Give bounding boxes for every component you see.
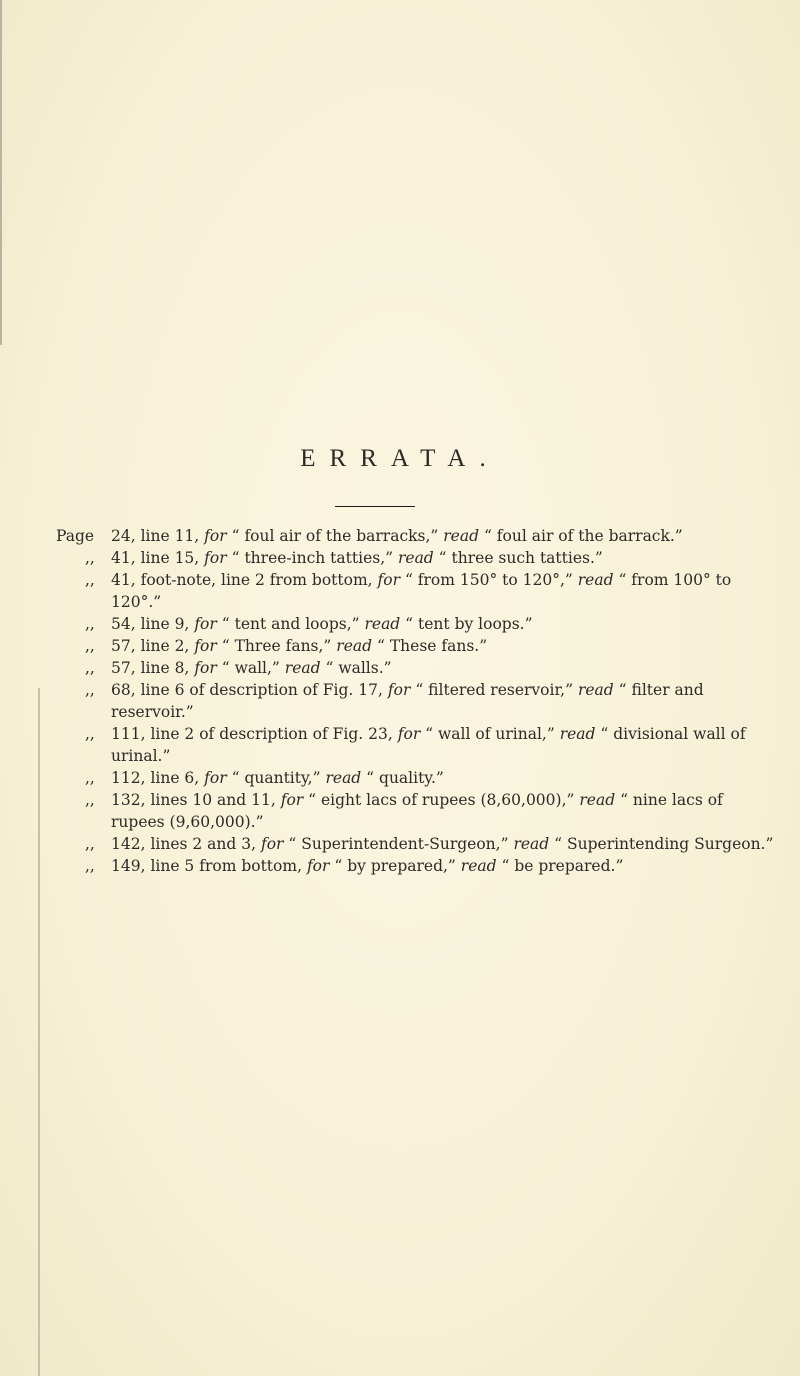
entry-for: for <box>204 549 227 567</box>
entry-body <box>111 679 780 723</box>
entry-right: “ tent by loops.” <box>405 615 533 633</box>
errata-entry <box>56 613 780 635</box>
entry-body <box>111 723 780 767</box>
entry-body <box>111 569 780 613</box>
entry-right: “ foul air of the barrack.” <box>483 527 683 545</box>
entry-read: read <box>336 637 373 655</box>
entry-prefix: ,, <box>85 615 95 633</box>
entry-for: for <box>204 527 227 545</box>
entry-body <box>111 613 780 635</box>
errata-entry <box>56 767 780 789</box>
entry-prefix: Page <box>56 527 95 545</box>
entry-for: for <box>260 835 284 853</box>
errata-entry <box>56 657 780 679</box>
entry-prefix: ,, <box>85 571 95 589</box>
entry-prefix: ,, <box>85 637 95 655</box>
entry-wrong: “ tent and loops,” <box>221 615 360 633</box>
entry-ref: 111, line 2 of description of Fig. 23, <box>111 725 393 743</box>
entry-right: “ be prepared.” <box>501 857 624 875</box>
entry-ref: 24, line 11, <box>111 527 200 545</box>
entry-prefix: ,, <box>85 835 95 853</box>
errata-list <box>56 525 780 877</box>
entry-prefix: ,, <box>85 659 95 677</box>
entry-read: read <box>364 615 401 633</box>
entry-for: for <box>194 637 217 655</box>
entry-wrong: “ three-inch tatties,” <box>231 549 394 567</box>
errata-entry <box>56 723 780 767</box>
errata-entry <box>56 635 780 657</box>
errata-entry <box>56 525 780 547</box>
entry-read: read <box>559 725 596 743</box>
entry-right: “ from 100° to 120°.” <box>111 571 732 611</box>
entry-wrong: “ Superintendent-Surgeon,” <box>288 835 509 853</box>
entry-for: for <box>306 857 330 875</box>
page-edge-line-top <box>0 0 2 345</box>
entry-prefix: ,, <box>85 549 95 567</box>
entry-right: “ These fans.” <box>376 637 488 655</box>
entry-ref: 57, line 8, <box>111 659 190 677</box>
entry-body <box>111 525 780 547</box>
entry-wrong: “ by prepared,” <box>334 857 456 875</box>
entry-wrong: “ Three fans,” <box>221 637 332 655</box>
entry-right: “ Superintending Surgeon.” <box>554 835 774 853</box>
entry-read: read <box>284 659 321 677</box>
entry-right: “ walls.” <box>325 659 392 677</box>
entry-wrong: “ quantity,” <box>231 769 321 787</box>
entry-body <box>111 855 780 877</box>
errata-title: ERRATA. <box>300 445 500 472</box>
entry-ref: 41, foot-note, line 2 from bottom, <box>111 571 373 589</box>
entry-ref: 41, line 15, <box>111 549 200 567</box>
entry-read: read <box>397 549 434 567</box>
entry-for: for <box>194 659 217 677</box>
entry-right: “ quality.” <box>366 769 444 787</box>
entry-read: read <box>460 857 497 875</box>
errata-entry <box>56 855 780 877</box>
entry-prefix: ,, <box>85 791 95 809</box>
entry-body <box>111 767 780 789</box>
errata-entry <box>56 547 780 569</box>
entry-for: for <box>397 725 421 743</box>
entry-for: for <box>204 769 227 787</box>
errata-entry <box>56 789 780 833</box>
entry-wrong: “ filtered reservoir,” <box>415 681 574 699</box>
entry-body <box>111 635 780 657</box>
title-rule <box>335 506 415 507</box>
entry-wrong: “ foul air of the barracks,” <box>231 527 439 545</box>
entry-prefix: ,, <box>85 769 95 787</box>
entry-read: read <box>513 835 550 853</box>
entry-ref: 57, line 2, <box>111 637 190 655</box>
entry-ref: 132, lines 10 and 11, <box>111 791 276 809</box>
entry-read: read <box>325 769 362 787</box>
entry-read: read <box>579 791 616 809</box>
entry-for: for <box>377 571 400 589</box>
entry-prefix: ,, <box>85 681 95 699</box>
entry-right: “ nine lacs of rupees (9,60,000).” <box>111 791 723 831</box>
entry-prefix: ,, <box>85 857 95 875</box>
entry-body <box>111 789 780 833</box>
entry-ref: 112, line 6, <box>111 769 200 787</box>
entry-wrong: “ wall of urinal,” <box>425 725 555 743</box>
errata-entry <box>56 569 780 613</box>
entry-body <box>111 657 780 679</box>
entry-read: read <box>577 571 614 589</box>
entry-right: “ filter and reservoir.” <box>111 681 704 721</box>
entry-body <box>111 547 780 569</box>
errata-entry <box>56 833 780 855</box>
page-edge-line-bottom <box>38 688 40 1376</box>
entry-wrong: “ wall,” <box>221 659 280 677</box>
entry-right: “ three such tatties.” <box>438 549 603 567</box>
entry-wrong: “ from 150° to 120°,” <box>404 571 573 589</box>
entry-right: “ divisional wall of urinal.” <box>111 725 746 765</box>
entry-body <box>111 833 780 855</box>
entry-wrong: “ eight lacs of rupees (8,60,000),” <box>308 791 575 809</box>
entry-ref: 54, line 9, <box>111 615 190 633</box>
entry-for: for <box>387 681 411 699</box>
entry-ref: 68, line 6 of description of Fig. 17, <box>111 681 383 699</box>
entry-read: read <box>443 527 480 545</box>
entry-ref: 142, lines 2 and 3, <box>111 835 257 853</box>
entry-for: for <box>280 791 304 809</box>
errata-entry <box>56 679 780 723</box>
entry-read: read <box>577 681 614 699</box>
entry-for: for <box>194 615 217 633</box>
entry-ref: 149, line 5 from bottom, <box>111 857 302 875</box>
entry-prefix: ,, <box>85 725 95 743</box>
